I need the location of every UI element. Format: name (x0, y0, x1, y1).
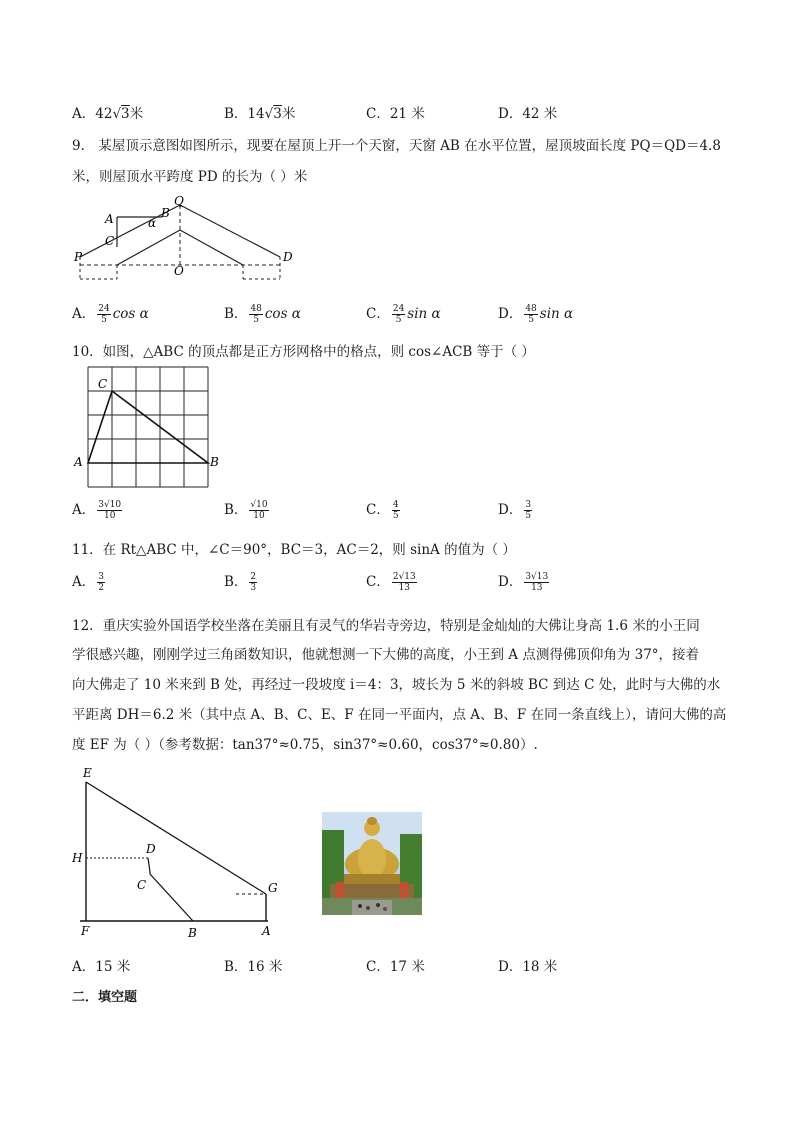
q12-label-b: B (188, 926, 197, 940)
q10-label-b: B (210, 455, 219, 469)
q9-label-d: D (283, 250, 293, 264)
q10-grid-figure (70, 362, 220, 492)
q9-stem-line2: 米，则屋顶水平跨度 PD 的长为（ ）米 (72, 169, 308, 185)
q9-option-d: D． $\frac{48}{5}$ sin α (498, 304, 574, 325)
q12-label-e: E (83, 766, 92, 780)
q11-option-a: A． $\frac{3}{2}$ (72, 572, 104, 593)
q10-option-c: C． $\frac{4}{5}$ (366, 500, 399, 521)
q11-option-d: D． $\frac{3√13}{13}$ (498, 572, 549, 593)
q9-label-q: Q (174, 195, 184, 208)
q9-option-b: B． $\frac{48}{5}$ cos α (224, 304, 301, 325)
q12-label-g: G (268, 881, 278, 895)
q10-option-b: B． $\frac{√10}{10}$ (224, 500, 268, 521)
q10-label-c: C (98, 377, 108, 391)
q12-label-h: H (72, 851, 83, 865)
q10-label-a: A (74, 455, 83, 469)
q8-option-d: D．42 米 (498, 106, 558, 122)
q9-label-b: B (161, 206, 170, 220)
q8-option-b: B．14√3米 (224, 106, 296, 122)
q11-stem: 11．在 Rt△ABC 中，∠C＝90°，BC＝3，AC＝2，则 sinA 的值为（ ） (72, 542, 516, 558)
q9-label-o: O (174, 264, 184, 278)
q12-option-c: C．17 米 (366, 959, 425, 975)
q12-line4: 平距离 DH＝6.2 米（其中点 A、B、C、E、F 在同一平面内，点 A、B、F 在同一条直线上），请问大佛的高 (72, 707, 727, 723)
q12-line1: 12．重庆实验外国语学校坐落在美丽且有灵气的华岩寺旁边，特别是金灿灿的大佛让身高 1.6 米的小王同 (72, 618, 700, 634)
q11-option-c: C． $\frac{2√13}{13}$ (366, 572, 416, 593)
q12-option-a: A．15 米 (72, 959, 131, 975)
buddha-photo (322, 812, 422, 915)
q9-label-c: C (105, 234, 115, 248)
q11-option-b: B． $\frac{2}{3}$ (224, 572, 257, 593)
q10-option-a: A． $\frac{3√10}{10}$ (72, 500, 122, 521)
q9-label-a: A (105, 212, 114, 226)
q9-label-p: P (74, 250, 83, 264)
q8-option-c: C．21 米 (366, 106, 425, 122)
q12-label-c: C (137, 878, 147, 892)
q12-label-a: A (262, 924, 271, 938)
q12-buddha-figure (70, 762, 290, 942)
q12-line5: 度 EF 为（ ）（参考数据：tan37°≈0.75，sin37°≈0.60，cos37°≈0.80）. (72, 737, 538, 753)
q12-label-f: F (81, 924, 90, 938)
q9-option-a: A． $\frac{24}{5}$ cos α (72, 304, 149, 325)
q8-option-a: A．42√3米 (72, 106, 144, 122)
q10-stem: 10．如图，△ABC 的顶点都是正方形网格中的格点，则 cos∠ACB 等于（ ） (72, 344, 535, 360)
section-title: 二．填空题 (72, 990, 138, 1005)
q10-option-d: D． $\frac{3}{5}$ (498, 500, 532, 521)
q12-label-d: D (146, 842, 156, 856)
q9-label-alpha: α (148, 216, 157, 230)
q12-option-b: B．16 米 (224, 959, 283, 975)
q12-line3: 向大佛走了 10 米来到 B 处，再经过一段坡度 i＝4：3，坡长为 5 米的斜坡 BC 到达 C 处，此时与大佛的水 (72, 677, 721, 693)
q12-line2: 学很感兴趣，刚刚学过三角函数知识，他就想测一下大佛的高度，小王到 A 点测得佛顶仰角为 37°，接着 (72, 647, 700, 663)
q9-option-c: C． $\frac{24}{5}$ sin α (366, 304, 441, 325)
q9-roof-figure (72, 195, 302, 280)
q12-option-d: D．18 米 (498, 959, 558, 975)
q9-stem-line1: 9． 某屋顶示意图如图所示，现要在屋顶上开一个天窗，天窗 AB 在水平位置，屋顶坡面长度 PQ＝QD＝4.8 (72, 138, 721, 154)
